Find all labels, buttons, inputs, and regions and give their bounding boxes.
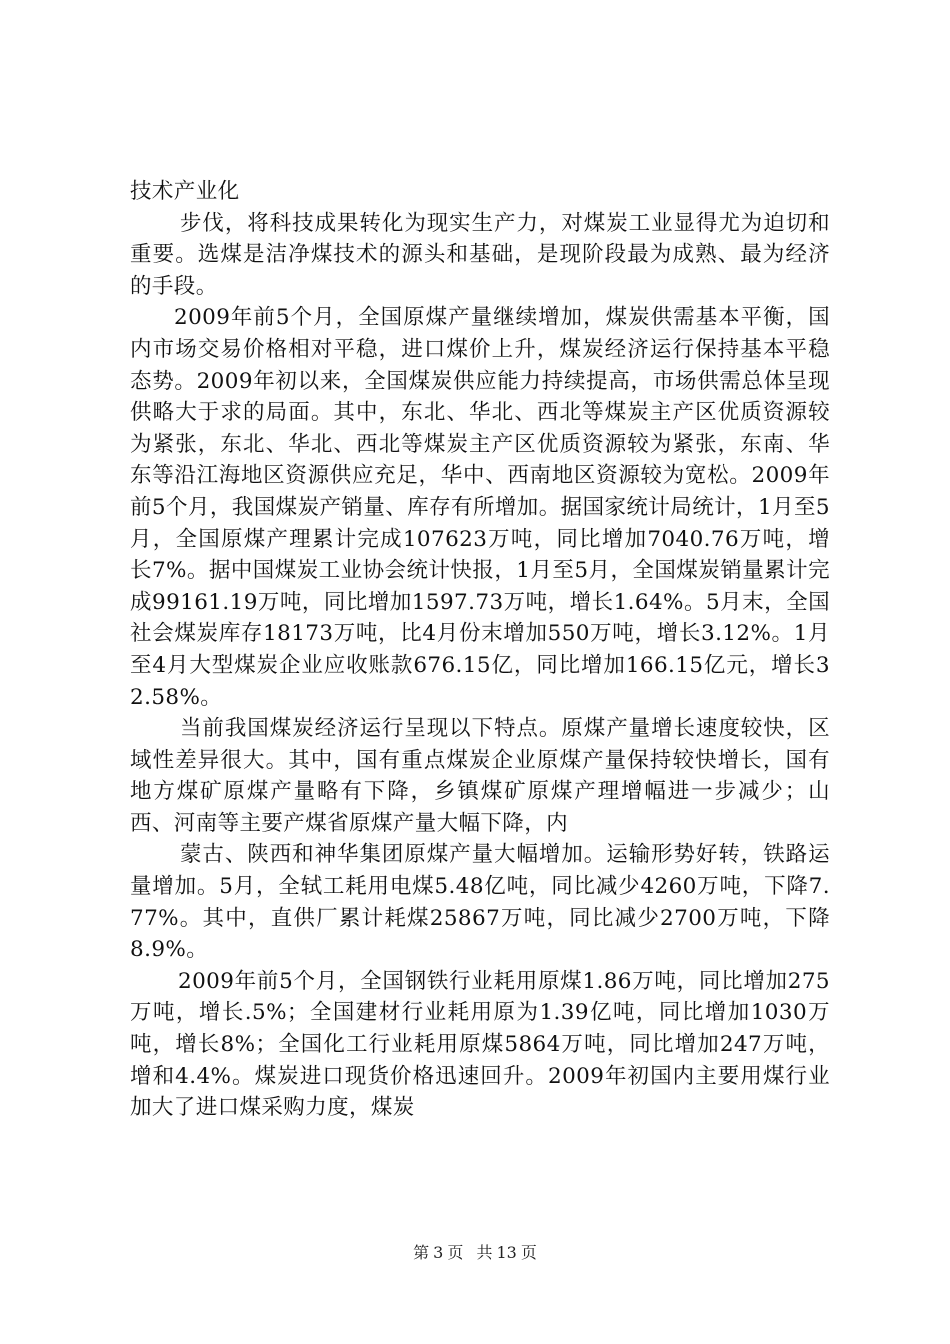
paragraph-heading-fragment: 技术产业化 bbox=[130, 179, 240, 204]
page-suffix: 页 bbox=[447, 1243, 464, 1262]
total-page-count: 13 bbox=[496, 1243, 517, 1262]
paragraph-5: 2009年前5个月，全国钢铁行业耗用原煤1.86万吨，同比增加275万吨，增长.5%；全国建材行业耗用原为1.39亿吨，同比增加1030万吨，增长8%；全国化工行业耗用原煤5864万吨，同比增加247万吨，增和4.4%。煤炭进口现货价格迅速回升。2009年初国内主要用煤行业加大了进口煤采购力度，煤炭 bbox=[130, 968, 830, 1121]
total-prefix: 共 bbox=[476, 1243, 493, 1262]
paragraph-2: 2009年前5个月，全国原煤产量继续增加，煤炭供需基本平衡，国内市场交易价格相对平稳，进口煤价上升，煤炭经济运行保持基本平稳态势。2009年初以来，全国煤炭供应能力持续提高，市场供需总体呈现供略大于求的局面。其中，东北、华北、西北等煤炭主产区优质资源较为紧张，东北、华北、西北等煤炭主产区优质资源较为紧张，东南、华东等沿江海地区资源供应充足，华中、西南地区资源较为宽松。2009年前5个月，我国煤炭产销量、库存有所增加。据国家统计局统计，1月至5月，全国原煤产理累计完成107623万吨，同比增加7040.76万吨，增长7%。据中国煤炭工业协会统计快报，1月至5月，全国煤炭销量累计完成99161.19万吨，同比增加1597.73万吨，增长1.64%。5月末，全国社会煤炭库存18173万吨，比4月份末增加550万吨，增长3.12%。1月至4月大型煤炭企业应收账款676.15亿，同比增加166.15亿元，增长32.58%。 bbox=[130, 305, 830, 710]
paragraph-1: 步伐，将科技成果转化为现实生产力，对煤炭工业显得尤为迫切和重要。选煤是洁净煤技术的源头和基础，是现阶段最为成熟、最为经济的手段。 bbox=[130, 210, 830, 299]
document-body bbox=[130, 176, 830, 1124]
total-pages-label bbox=[474, 1243, 538, 1262]
paragraph-3: 当前我国煤炭经济运行呈现以下特点。原煤产量增长速度较快，区域性差异很大。其中，国有重点煤炭企业原煤产量保持较快增长，国有地方煤矿原煤产量略有下降，乡镇煤矿原煤产理增幅进一步减少；山西、河南等主要产煤省原煤产量大幅下降，内 bbox=[130, 716, 830, 836]
paragraph-4: 蒙古、陕西和神华集团原煤产量大幅增加。运输形势好转，铁路运量增加。5月，全轼工耗用电煤5.48亿吨，同比减少4260万吨，下降7.77%。其中，直供厂累计耗煤25867万吨，同比减少2700万吨，下降8.9%。 bbox=[130, 842, 830, 963]
total-suffix: 页 bbox=[520, 1243, 537, 1262]
current-page-number: 3 bbox=[433, 1243, 444, 1262]
page-prefix: 第 bbox=[413, 1243, 430, 1262]
page-number-label bbox=[411, 1243, 465, 1262]
page-footer bbox=[0, 1240, 950, 1263]
